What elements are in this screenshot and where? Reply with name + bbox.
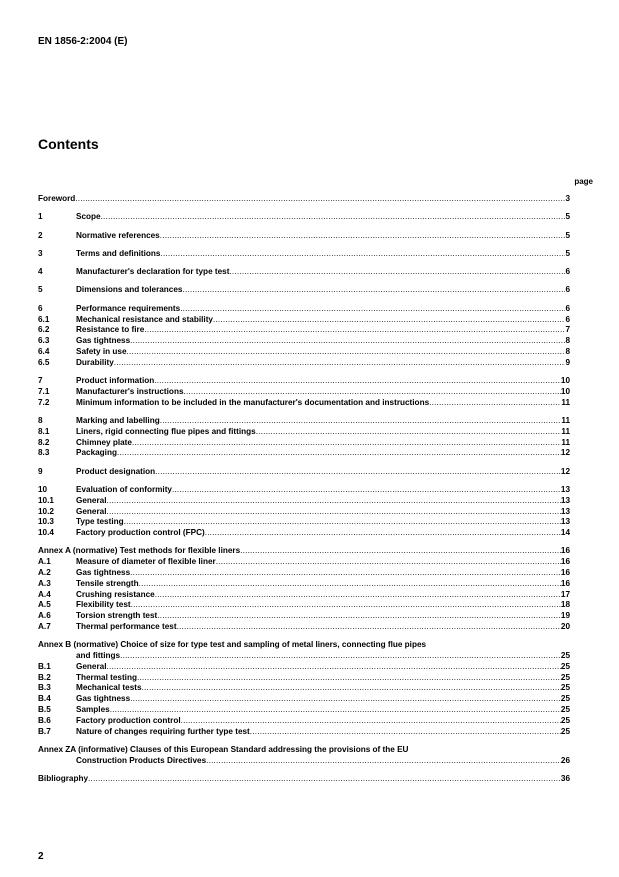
toc-dot-leader [155,467,561,478]
toc-entry-number: 5 [38,285,43,295]
toc-entry[interactable] [38,194,570,205]
toc-entry-title: Liners, rigid connecting flue pipes and fittings [76,426,256,436]
toc-dot-leader [206,756,561,767]
toc-entry[interactable] [38,387,570,398]
toc-entry-page: 7 [565,325,570,335]
toc-entry-number: A.4 [38,589,51,599]
toc-entry[interactable] [38,590,570,601]
toc-entry-title: Gas tightness [76,568,131,578]
toc-entry-number: 10.1 [38,495,54,505]
toc-entry-page: 25 [560,694,570,704]
toc-entry-page: 9 [565,357,570,367]
toc-entry-number: 7 [38,376,43,386]
toc-entry[interactable] [38,727,570,738]
toc-entry-page: 8 [565,336,570,346]
toc-entry-title: Type testing [76,517,124,527]
toc-entry[interactable] [38,546,570,557]
toc-entry-title: Tensile strength [76,578,139,588]
toc-dot-leader [130,694,561,705]
toc-entry-number: 10.4 [38,528,54,538]
toc-entry-page: 25 [560,672,570,682]
toc-entry-page: 16 [560,568,570,578]
page-column-label: page [574,177,593,186]
toc-entry[interactable] [38,528,570,539]
toc-entry-number: B.1 [38,661,51,671]
toc-entry-page: 16 [560,557,570,567]
toc-entry-page: 6 [565,303,570,313]
toc-entry-title: Construction Products Directives [76,755,207,765]
toc-entry[interactable] [38,640,570,651]
toc-entry[interactable] [38,485,570,496]
toc-dot-leader [107,662,561,673]
toc-entry-title: Performance requirements [76,303,181,313]
toc-entry-title: Annex A (normative) Test methods for flexible liners [38,546,241,556]
toc-entry-number: 8.1 [38,426,50,436]
toc-entry-title: Annex B (normative) Choice of size for type test and sampling of metal liners, connecting flue pipes [38,640,427,650]
toc-entry-page: 20 [560,622,570,631]
toc-entry[interactable] [38,448,570,459]
toc-entry-number: A.7 [38,622,51,631]
toc-entry-page: 25 [560,661,570,671]
toc-entry[interactable] [38,611,570,622]
toc-dot-leader [107,507,561,518]
toc-entry-number: 6.4 [38,346,50,356]
toc-dot-leader [250,727,561,738]
toc-entry-number: 7.2 [38,397,50,407]
toc-entry[interactable] [38,285,570,296]
toc-entry-number: 2 [38,230,43,240]
toc-entry-title: Normative references [76,230,160,240]
toc-entry[interactable] [38,249,570,260]
toc-dot-leader [180,304,565,315]
toc-dot-leader [155,590,561,601]
toc-entry[interactable] [38,568,570,579]
toc-dot-leader [124,517,561,528]
toc-entry-title: Product information [76,376,155,386]
toc-entry[interactable] [38,212,570,223]
toc-entry[interactable] [38,662,570,673]
toc-entry[interactable] [38,756,570,767]
toc-dot-leader [160,231,566,242]
toc-entry-page: 13 [560,484,570,494]
toc-entry-title: Marking and labelling [76,415,160,425]
toc-dot-leader [139,579,561,590]
toc-dot-leader [160,249,565,260]
toc-dot-leader [120,651,561,662]
toc-entry[interactable] [38,398,570,409]
toc-entry-title: Thermal performance test [76,622,177,631]
toc-entry-title: General [76,495,107,505]
toc-entry-page: 11 [561,437,570,447]
toc-entry-title: Samples [76,705,110,715]
toc-dot-leader [88,774,561,785]
toc-entry[interactable] [38,315,570,326]
toc-entry-number: 6.5 [38,357,50,367]
toc-entry-page: 13 [560,495,570,505]
toc-dot-leader [114,358,566,369]
toc-entry-title: Chimney plate [76,437,132,447]
toc-entry-number: B.2 [38,672,51,682]
toc-dot-leader [101,212,566,223]
toc-dot-leader [157,611,561,622]
toc-dot-leader [182,285,565,296]
toc-entry-page: 14 [560,528,570,538]
toc-entry-title: Resistance to fire [76,325,145,335]
toc-entry-page: 5 [565,230,570,240]
toc-entry-number: A.3 [38,578,51,588]
toc-entry[interactable] [38,705,570,716]
toc-entry[interactable] [38,683,570,694]
page-title: Contents [38,136,99,152]
toc-entry[interactable] [38,694,570,705]
toc-entry-number: 9 [38,466,43,476]
toc-entry-title: Minimum information to be included in the manufacturer's documentation and instructions [76,397,430,407]
toc-dot-leader [205,528,561,539]
toc-entry-page: 11 [561,397,570,407]
toc-entry[interactable] [38,438,570,449]
toc-entry-page: 8 [565,346,570,356]
toc-dot-leader [240,546,561,557]
toc-entry[interactable] [38,716,570,727]
toc-entry-number: 6.1 [38,314,50,324]
toc-entry-page: 12 [560,466,570,476]
toc-dot-leader [130,568,561,579]
toc-entry-page: 18 [560,600,570,610]
toc-dot-leader [177,622,561,633]
toc-entry[interactable] [38,467,570,478]
toc-entry-title: Evaluation of conformity [76,484,172,494]
toc-entry-page: 3 [565,194,570,203]
toc-dot-leader [110,705,561,716]
toc-dot-leader [172,485,561,496]
toc-dot-leader [127,347,566,358]
toc-entry-number: A.5 [38,600,51,610]
toc-entry-title: Torsion strength test [76,611,158,621]
toc-dot-leader [142,683,561,694]
toc-entry-title: and fittings [76,651,121,661]
toc-entry[interactable] [38,336,570,347]
toc-entry-page: 19 [560,611,570,621]
toc-entry[interactable] [38,745,570,756]
toc-entry[interactable] [38,507,570,518]
toc-dot-leader [160,416,562,427]
toc-entry[interactable] [38,496,570,507]
toc-dot-leader [216,557,561,568]
toc-dot-leader [132,438,561,449]
toc-entry-title: Manufacturer's instructions [76,386,184,396]
toc-entry-page: 6 [565,314,570,324]
toc-entry[interactable] [38,231,570,242]
toc-entry-title: Foreword [38,194,76,203]
toc-entry-title: Scope [76,212,101,222]
toc-entry-title: Thermal testing [76,672,137,682]
toc-entry[interactable] [38,622,570,633]
toc-entry-title: Dimensions and tolerances [76,285,183,295]
toc-entry-page: 5 [565,248,570,258]
toc-entry[interactable] [38,304,570,315]
table-of-contents [38,194,570,785]
toc-entry[interactable] [38,347,570,358]
toc-entry-page: 13 [560,506,570,516]
toc-entry-number: 10.2 [38,506,54,516]
toc-entry-title: Annex ZA (informative) Clauses of this European Standard addressing the provisions of the EU [38,744,409,754]
toc-dot-leader [229,267,565,278]
toc-entry-page: 25 [560,683,570,693]
toc-entry-number: 6 [38,303,43,313]
toc-entry-page: 10 [560,376,570,386]
toc-entry-page: 26 [560,755,570,765]
toc-entry[interactable] [38,325,570,336]
toc-entry-title: General [76,506,107,516]
toc-dot-leader [181,716,561,727]
toc-entry-number: B.6 [38,715,51,725]
toc-dot-leader [107,496,561,507]
toc-entry-page: 16 [560,578,570,588]
toc-entry-title: Nature of changes requiring further type test [76,726,250,736]
toc-entry-title: Measure of diameter of flexible liner [76,557,216,567]
toc-entry-title: Terms and definitions [76,248,161,258]
toc-entry[interactable] [38,774,570,785]
toc-entry-number: A.2 [38,568,51,578]
toc-entry-page: 13 [560,517,570,527]
toc-entry-title: Safety in use [76,346,127,356]
toc-entry-title: General [76,661,107,671]
toc-entry-number: 8.3 [38,448,50,458]
toc-entry-number: 4 [38,267,43,277]
toc-entry[interactable] [38,376,570,387]
toc-entry-page: 25 [560,705,570,715]
toc-entry-title: Factory production control (FPC) [76,528,205,538]
toc-entry-number: A.6 [38,611,51,621]
toc-dot-leader [256,427,562,438]
toc-entry-number: 8.2 [38,437,50,447]
toc-entry-number: 1 [38,212,43,222]
toc-entry-number: 10.3 [38,517,54,527]
toc-entry-page: 10 [560,386,570,396]
toc-dot-leader [429,398,561,409]
toc-entry-number: 7.1 [38,386,50,396]
toc-entry-page: 17 [560,589,570,599]
toc-entry-title: Bibliography [38,774,89,784]
toc-dot-leader [130,336,565,347]
toc-entry[interactable] [38,579,570,590]
toc-entry-page: 25 [560,726,570,736]
toc-entry[interactable] [38,267,570,278]
toc-entry-page: 25 [560,715,570,725]
toc-entry[interactable] [38,651,570,662]
toc-entry-number: 10 [38,484,48,494]
toc-entry[interactable] [38,416,570,427]
toc-entry-title: Flexibility test [76,600,131,610]
toc-entry-page: 25 [560,651,570,661]
toc-entry-number: 8 [38,415,43,425]
toc-entry-title: Mechanical resistance and stability [76,314,213,324]
toc-entry-page: 16 [560,546,570,556]
toc-dot-leader [213,315,565,326]
toc-entry-title: Packaging [76,448,117,458]
toc-entry[interactable] [38,600,570,611]
toc-entry[interactable] [38,517,570,528]
toc-entry-number: B.7 [38,726,51,736]
toc-entry-page: 5 [565,212,570,222]
toc-entry-title: Gas tightness [76,336,131,346]
toc-entry-number: B.4 [38,694,51,704]
toc-entry-number: 3 [38,248,43,258]
toc-entry-page: 11 [561,426,570,436]
toc-dot-leader [154,376,561,387]
toc-entry-title: Durability [76,357,114,367]
toc-entry-number: A.1 [38,557,51,567]
toc-dot-leader [117,448,561,459]
toc-dot-leader [144,325,565,336]
toc-entry-page: 6 [565,267,570,277]
toc-entry-number: 6.2 [38,325,50,335]
toc-entry-title: Gas tightness [76,694,131,704]
toc-entry[interactable] [38,358,570,369]
toc-entry[interactable] [38,557,570,568]
toc-entry[interactable] [38,673,570,684]
toc-dot-leader [184,387,561,398]
toc-entry-title: Manufacturer's declaration for type test [76,267,230,277]
document-header: EN 1856-2:2004 (E) [38,36,128,47]
toc-entry-page: 12 [560,448,570,458]
toc-entry-page: 36 [560,774,570,784]
toc-entry-title: Mechanical tests [76,683,142,693]
toc-dot-leader [131,600,561,611]
toc-entry-page: 6 [565,285,570,295]
toc-entry[interactable] [38,427,570,438]
toc-entry-number: 6.3 [38,336,50,346]
toc-entry-page: 11 [561,415,570,425]
toc-entry-title: Product designation [76,466,156,476]
toc-entry-number: B.3 [38,683,51,693]
toc-entry-title: Crushing resistance [76,589,155,599]
toc-entry-number: B.5 [38,705,51,715]
toc-dot-leader [137,673,561,684]
toc-entry-title: Factory production control [76,715,181,725]
toc-dot-leader [75,194,565,205]
page-number: 2 [38,851,44,862]
